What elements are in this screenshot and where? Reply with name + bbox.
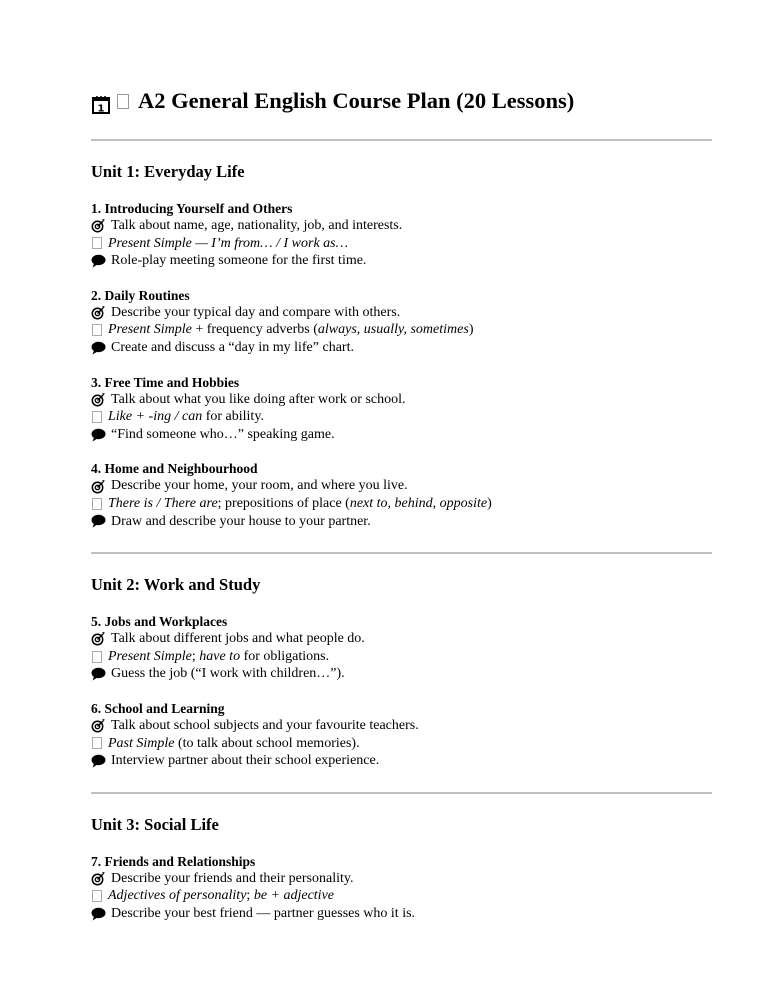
grammar-segment: ; [191,648,200,664]
activity-text: Describe your best friend — partner guesses who it is. [111,905,416,921]
missing-glyph-icon [92,651,102,663]
lesson-grammar [91,408,712,426]
lesson-activity [91,665,712,683]
lesson-title: 6. School and Learning [91,700,225,716]
speech-bubble-icon [91,514,106,528]
speech-bubble-icon [91,667,106,681]
grammar-segment: + frequency adverbs ( [191,322,318,338]
lesson-item [91,700,712,770]
grammar-text [108,735,360,753]
missing-glyph-icon [92,890,102,902]
lesson-item [91,200,712,270]
missing-glyph-icon [92,411,102,423]
section-divider [91,139,712,141]
grammar-segment: ; prepositions of place ( [217,495,350,511]
activity-text: Create and discuss a “day in my life” chart. [111,339,354,355]
lesson-title: 5. Jobs and Workplaces [91,614,228,630]
lesson-goal [91,870,712,888]
unit-title: Unit 2: Work and Study [91,575,261,595]
grammar-segment: There is / There are [108,495,218,511]
grammar-text [108,321,473,339]
speech-bubble-icon [91,754,106,768]
lesson-goal [91,391,712,409]
lesson-item [91,853,712,923]
lesson-grammar [91,648,712,666]
grammar-segment: Like + -ing / can [108,409,203,425]
page-title-text: A2 General English Course Plan (20 Lessons) [138,88,575,113]
grammar-segment: next to, behind, opposite [349,495,488,511]
grammar-text [108,235,348,253]
target-icon [91,631,106,646]
goal-text: Describe your home, your room, and where you live. [111,478,408,494]
grammar-text [108,648,329,666]
grammar-segment: have to [199,648,241,664]
lesson-title: 7. Friends and Relationships [91,853,256,869]
speech-bubble-icon [91,254,106,268]
goal-text: Talk about different jobs and what people do. [111,631,365,647]
lesson-title: 4. Home and Neighbourhood [91,461,258,477]
lesson-goal [91,304,712,322]
missing-glyph-icon [92,498,102,510]
goal-text: Talk about name, age, nationality, job, and interests. [111,218,403,233]
lesson-activity [91,752,712,770]
unit-title: Unit 3: Social Life [91,814,219,834]
lesson-goal [91,477,712,495]
lesson-grammar [91,495,712,513]
grammar-segment: for ability. [202,409,264,425]
goal-text: Talk about what you like doing after work or school. [111,391,406,407]
lesson-goal [91,217,712,235]
goal-text: Talk about school subjects and your favourite teachers. [111,717,419,733]
lesson-grammar [91,887,712,905]
section-divider [91,792,712,794]
unit-section [91,574,712,770]
grammar-segment: Present Simple [108,648,192,664]
lesson-activity [91,339,712,357]
missing-glyph-icon [117,94,129,109]
grammar-text [108,887,334,905]
lesson-grammar [91,735,712,753]
grammar-text [108,495,492,513]
grammar-segment: for obligations. [240,648,330,664]
target-icon [91,871,106,886]
grammar-segment: be + adjective [253,888,334,904]
unit-section [91,161,712,530]
lesson-goal [91,717,712,735]
target-icon [91,479,106,494]
activity-text: Role-play meeting someone for the first time. [111,253,367,269]
lesson-goal [91,630,712,648]
lesson-title: 3. Free Time and Hobbies [91,374,240,390]
goal-text: Describe your typical day and compare with others. [111,304,401,320]
lesson-activity [91,513,712,531]
lesson-activity [91,426,712,444]
lesson-item [91,613,712,683]
target-icon [91,392,106,407]
section-divider [91,552,712,554]
lesson-title: 1. Introducing Yourself and Others [91,201,293,216]
activity-text: “Find someone who…” speaking game. [111,426,335,442]
lesson-grammar [91,235,712,253]
lesson-grammar [91,321,712,339]
grammar-text [108,408,264,426]
target-icon [91,718,106,733]
grammar-segment: ) [487,495,492,511]
target-icon [91,218,106,233]
grammar-segment: (to talk about school memories). [174,735,360,751]
svg-text:1: 1 [97,103,105,115]
lesson-item [91,374,712,444]
grammar-segment: Adjectives of personality [108,888,247,904]
activity-text: Draw and describe your house to your partner. [111,513,371,529]
grammar-segment: Present Simple — I’m from… / I work as… [108,235,349,251]
grammar-segment: always, usually, sometimes [317,322,469,338]
unit-section [91,814,712,923]
lesson-activity [91,252,712,270]
missing-glyph-icon [92,324,102,336]
missing-glyph-icon [92,237,102,249]
speech-bubble-icon [91,907,106,921]
missing-glyph-icon [92,737,102,749]
speech-bubble-icon [91,341,106,355]
target-icon [91,305,106,320]
lesson-item [91,460,712,530]
speech-bubble-icon [91,428,106,442]
calendar-icon [91,91,111,115]
lesson-activity [91,905,712,923]
activity-text: Interview partner about their school experience. [111,753,380,769]
units-container [91,139,712,922]
grammar-segment: ; [246,888,254,904]
page-title [91,84,712,118]
activity-text: Guess the job (“I work with children…”). [111,666,345,682]
lesson-title: 2. Daily Routines [91,287,190,303]
lesson-item [91,287,712,357]
grammar-segment: ) [468,322,474,338]
grammar-segment: Past Simple [108,735,175,751]
unit-title: Unit 1: Everyday Life [91,162,245,181]
grammar-segment: Present Simple [108,322,192,338]
goal-text: Describe your friends and their personality. [111,870,354,886]
